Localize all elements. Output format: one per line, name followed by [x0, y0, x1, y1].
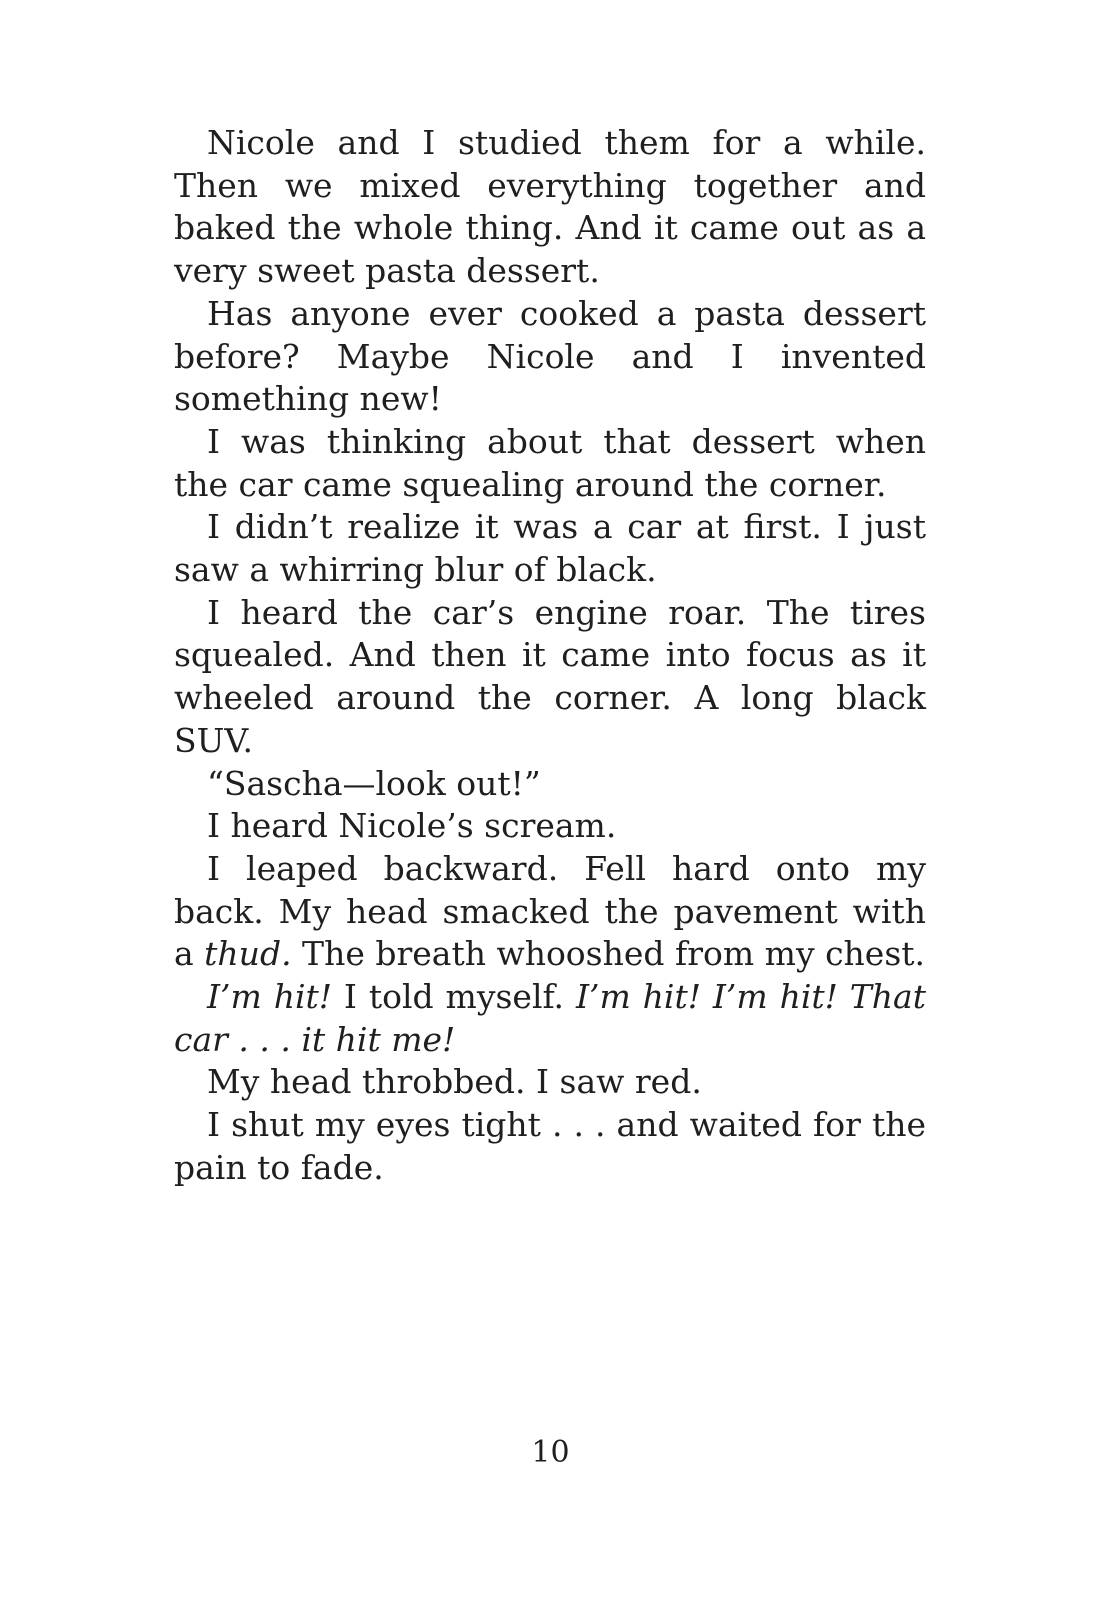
- paragraph: [174, 592, 926, 763]
- page-number: 10: [531, 1435, 570, 1470]
- text-run: Has anyone ever cooked a pasta dessert before? Maybe Nicole and I invented something new!: [174, 293, 926, 419]
- text-run: My head throbbed. I saw red.: [207, 1062, 702, 1102]
- paragraph: [174, 848, 926, 976]
- italic-text: I’m hit!: [207, 977, 333, 1017]
- paragraph: [174, 805, 926, 848]
- paragraph: [174, 122, 926, 293]
- paragraph: [174, 763, 926, 806]
- paragraph: [174, 1104, 926, 1189]
- paragraph: [174, 506, 926, 591]
- text-run: I heard the car’s engine roar. The tires squealed. And then it came into focus as it wheeled around the corner. A long black SUV.: [174, 592, 926, 760]
- text-run: I didn’t realize it was a car at first. I just saw a whirring blur of black.: [174, 507, 926, 590]
- paragraph: [174, 976, 926, 1061]
- text-run: I told myself.: [332, 977, 576, 1017]
- paragraph: [174, 421, 926, 506]
- text-run: I leaped backward. Fell hard onto my back. My head smacked the pavement with a: [174, 848, 926, 974]
- italic-text: thud.: [204, 934, 292, 974]
- italic-text: I’m hit! I’m hit! That car . . . it hit me!: [174, 977, 926, 1059]
- paragraph: [174, 1061, 926, 1104]
- text-run: The breath whooshed from my chest.: [291, 934, 926, 974]
- text-run: Nicole and I studied them for a while. Then we mixed everything together and baked the whole thing. And it came out as a very sweet pasta dessert.: [174, 123, 926, 291]
- text-run: “Sascha—look out!”: [207, 763, 541, 803]
- paragraph: [174, 293, 926, 421]
- text-run: I heard Nicole’s scream.: [207, 806, 617, 846]
- body-text: [174, 122, 926, 1190]
- text-run: I shut my eyes tight . . . and waited for the pain to fade.: [174, 1105, 926, 1187]
- text-run: I was thinking about that dessert when the car came squealing around the corner.: [174, 421, 926, 504]
